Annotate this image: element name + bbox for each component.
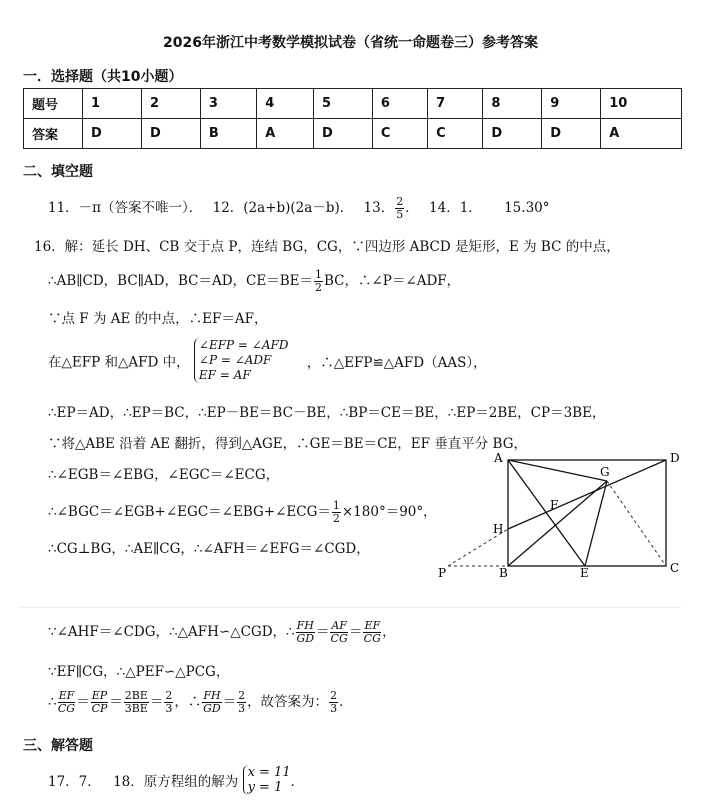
label-a: A	[494, 451, 503, 465]
solution-line-1: 16．解：延长 DH、CB 交于点 P，连结 BG，CG，∵四边形 ABCD 是矩形，E 为 BC 的中点，	[34, 239, 620, 255]
q17-answer: 17．7．	[48, 774, 101, 790]
page-title: 2026年浙江中考数学模拟试卷（省统一命题卷三）参考答案	[163, 35, 538, 51]
q13-answer: 13． $\frac{2}{5}$ ．	[363, 195, 419, 221]
solution-line-6: ∵将△ABE 沿着 AE 翻折，得到△AGE，∴GE＝BE＝CE，EF 垂直平分 BG，	[48, 436, 528, 452]
table-cell: 5	[313, 89, 372, 119]
table-cell: 10	[601, 89, 682, 119]
table-cell: B	[200, 119, 256, 149]
q15-answer: 15.30°	[504, 200, 550, 216]
label-f: F	[550, 498, 559, 512]
segment-ae	[508, 460, 585, 566]
label-d: D	[670, 451, 680, 465]
segment-hd	[508, 460, 666, 529]
table-cell: 8	[483, 89, 542, 119]
table-header-number: 题号	[24, 89, 83, 119]
solution-line-9: ∴CG⊥BG，∴AE∥CG，∴∠AFH＝∠EFG＝∠CGD，	[48, 541, 370, 557]
table-cell: 2	[141, 89, 200, 119]
segment-gc-dashed	[607, 481, 666, 566]
section-choice-heading: 一．选择题（共10小题）	[23, 69, 183, 85]
table-cell: D	[483, 119, 542, 149]
table-cell: 6	[372, 89, 427, 119]
table-cell: D	[542, 119, 601, 149]
label-h: H	[493, 522, 504, 536]
q18-answer: 18．原方程组的解为	[113, 774, 239, 790]
table-cell: A	[257, 119, 314, 149]
table-cell: 1	[83, 89, 142, 119]
label-e: E	[580, 566, 589, 580]
solution-line-11: ∵EF∥CG，∴△PEF∽△PCG，	[48, 664, 230, 680]
table-cell: D	[141, 119, 200, 149]
table-row-answers	[24, 119, 682, 149]
table-cell: 3	[200, 89, 256, 119]
label-c: C	[670, 561, 680, 575]
segment-ag	[508, 460, 607, 481]
section-fill-heading: 二、填空题	[23, 164, 93, 180]
table-header-answer: 答案	[24, 119, 83, 149]
q18-solution-system: x = 11 y = 1	[243, 765, 291, 795]
label-p: P	[438, 566, 447, 580]
solution-line-12: ∴ $\frac{EF}{CG}$ ＝ $\frac{EP}{CP}$ ＝ $\frac{2BE}{3BE}$ ＝ $\frac{2}{3}$ ，∴ $\frac{FH}{GD}$ ＝ $\frac{2}{3}$ ，故答案为： $\frac{2}{3}$ ．	[48, 689, 353, 715]
table-cell: C	[428, 119, 483, 149]
solution-line-3: ∵点 F 为 AE 的中点，∴EF＝AF，	[48, 311, 268, 327]
solution-line-10: ∵∠AHF＝∠CDG，∴△AFH∽△CGD，∴ $\frac{FH}{GD}$ ＝ $\frac{AF}{CG}$ ＝ $\frac{EF}{CG}$ ，	[48, 619, 396, 645]
fill-answers-line	[48, 196, 550, 221]
q11-answer: 11．－π（答案不唯一）．	[48, 200, 203, 216]
solution-line-4: 在△EFP 和△AFD 中， ∠EFP = ∠AFD ∠P = ∠ADF EF = AF ，∴△EFP≌△AFD（AAS），	[48, 338, 487, 382]
solve-answers-line: 17．7． 18．原方程组的解为 x = 11 y = 1 ．	[48, 765, 305, 795]
rectangle-abcd	[508, 460, 666, 566]
geometry-figure	[430, 445, 690, 580]
solution-line-2: ∴AB∥CD，BC∥AD，BC＝AD，CE＝BE＝ $\frac{1}{2}$ BC，∴∠P＝∠ADF，	[48, 268, 461, 294]
table-cell: 4	[257, 89, 314, 119]
q12-answer: 12．(2a+b)(2a－b)．	[212, 200, 354, 216]
solution-line-5: ∴EP＝AD，∴EP＝BC，∴EP－BE＝BC－BE，∴BP＝CE＝BE，∴EP＝2BE，CP＝3BE，	[48, 405, 606, 421]
solution-line-8: ∴∠BGC＝∠EGB+∠EGC＝∠EBG+∠ECG＝ $\frac{1}{2}$ ×180°＝90°，	[48, 499, 437, 525]
divider	[20, 607, 681, 608]
label-g: G	[600, 465, 610, 479]
segment-bg	[508, 481, 607, 566]
table-cell: D	[313, 119, 372, 149]
table-cell: A	[601, 119, 682, 149]
table-cell: 9	[542, 89, 601, 119]
table-cell: D	[83, 119, 142, 149]
answer-table	[23, 88, 682, 149]
section-solve-heading: 三、解答题	[23, 738, 93, 754]
congruence-conditions: ∠EFP = ∠AFD ∠P = ∠ADF EF = AF	[194, 338, 289, 383]
label-b: B	[499, 566, 508, 580]
table-row-numbers	[24, 89, 682, 119]
table-cell: 7	[428, 89, 483, 119]
solution-line-7: ∴∠EGB＝∠EBG，∠EGC＝∠ECG，	[48, 467, 280, 483]
q14-answer: 14．1．	[429, 200, 482, 216]
table-cell: C	[372, 119, 427, 149]
